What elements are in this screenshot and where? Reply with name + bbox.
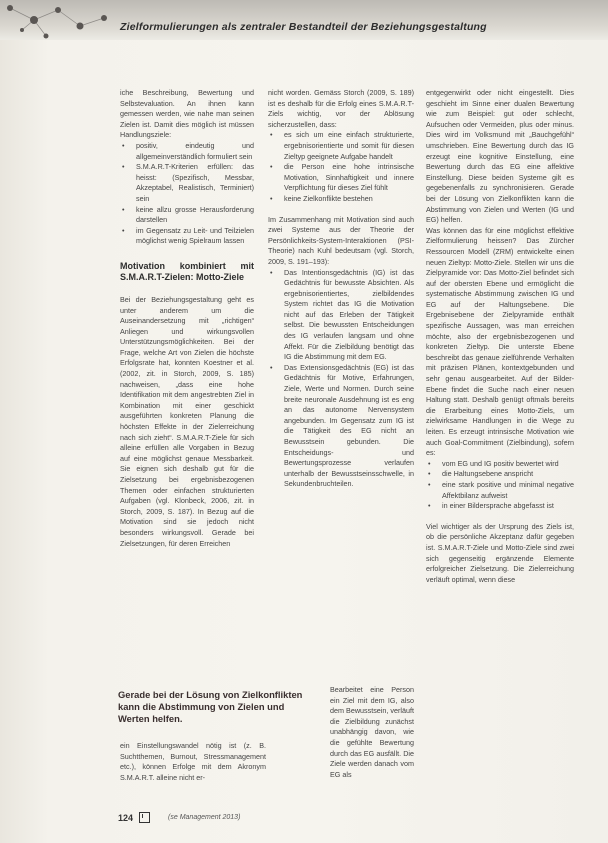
col1-bullet-list: [120, 141, 254, 247]
list-item: • positiv, eindeutig und allgemeinverständlich formuliert sein: [120, 141, 254, 162]
col1-intro: iche Beschreibung, Bewertung und Selbstevaluation. An ihnen kann gemessen werden, wie nahe man seinen Zielen ist. Damit dies möglich ist müssen Handlungsziele:: [120, 88, 254, 140]
page-number: 124: [118, 812, 134, 823]
column-2: [268, 88, 414, 490]
col3-text-3: Viel wichtiger als der Ursprung des Ziels ist, ob die persönliche Akzeptanz dafür gegeben ist. S.M.A.R.T-Ziele und Motto-Ziele sind zwei sich gegenseitig ergänzende Elemente erfolgreicher Zielsetzung. Die Zielerreichung verläuft optimal, wenn diese: [426, 521, 574, 584]
col3-text-1: entgegenwirkt oder nicht eingestellt. Dies geschieht im Sinne einer dualen Bewertung wie zum Beispiel: gut oder schlecht, Aufsuchen oder Vermeiden, plus oder minus. Dies wird im Volksmund mit „Bauchgefühl“ umschrieben. Eine Bewertung durch das IG erzeugt eine kognitive Einstellung, eine Bewertung durch das EG eine affektive Einstellung. Diese beiden Systeme gilt es gegebenenfalls zu synchronisieren. Gerade bei der Lösung von Zielkonflikten kann die Abstimmung von Zielen und Werten (IG und EG) helfen.: [426, 88, 574, 225]
list-item: • S.M.A.R.T-Kriterien erfüllen: das heisst: (Spezifisch, Messbar, Akzeptabel, Realistisch, Terminiert) sein: [120, 162, 254, 204]
column-1: [120, 88, 254, 549]
pull-quote-side-text: Bearbeitet eine Person ein Ziel mit dem IG, also dem Bewusstsein, verläuft die Zielbildung zunächst unabhängig davon, wie die gefühlte Bewertung durch das EG ausfällt. Die Ziele werden danach vom EG als: [330, 685, 414, 779]
list-item: • eine stark positive und minimal negative Affektbilanz aufweist: [426, 480, 574, 501]
list-item: • keine Zielkonflikte bestehen: [268, 194, 414, 205]
list-item: • keine allzu grosse Herausforderung darstellen: [120, 205, 254, 226]
source-citation: (se Management 2013): [168, 814, 241, 821]
col2-bullet-list: [268, 130, 414, 204]
col2-paragraph: Im Zusammenhang mit Motivation sind auch zwei Systeme aus der Theorie der Persönlichkeits-System-Interaktionen (PSI-Theorie) nach Kuhl bedeutsam (vgl. Storch, 2009, S. 191–193):: [268, 214, 414, 266]
col3-text-2: Was können das für eine möglichst effektive Zielformulierung heissen? Das Zürcher Ressourcen Modell (ZRM) entwickelte einen neuen Zieltyp: Motto-Ziele. Stellen wir uns die Zielpyramide vor: Das Motto-Ziel befindet sich auf der obersten Ebene und ermöglicht die systematische Abstimmung zwischen IG und EG auf der Haltungsebene. Die Ergebnisebene der Zielpyramide enthält spezifische Aussagen, was man erreichen möchte, also der ergebnisbezogenen und konkreten Zieltyp. Die unterste Ebene beschreibt das genaue zielführende Verhalten mit präzisen Plänen, kontextgebunden und sehr genau ausgearbeitet. Auf der Bilder-Ebene findet die Suche nach einer neuen Haltung statt. Deshalb genügt oftmals bereits die Erarbeitung eines Motto-Ziels, um zielwirksame Handlungen in die Wege zu leiten. Es erzeugt intrinsische Motivation wie auch Goal-Commitment (Zielbindung), sofern es:: [426, 225, 574, 458]
list-item: • die Person eine hohe intrinsische Motivation, Sinnhaftigkeit und innere Verpflichtung für dieses Ziel fühlt: [268, 162, 414, 194]
list-item: • in einer Bildersprache abgefasst ist: [426, 501, 574, 512]
section-subheading: Motivation kombiniert mit S.M.A.R.T-Zielen: Motto-Ziele: [120, 260, 254, 282]
bottom-column-1-text: ein Einstellungswandel nötig ist (z. B. Suchtthemen, Burnout, Stressmanagement etc.), können Erfolge mit dem Akronym S.M.A.R.T. alleine nicht er-: [120, 741, 266, 782]
list-item: • im Gegensatz zu Leit- und Teilzielen möglichst wenig Spielraum lassen: [120, 226, 254, 247]
list-item: • die Haltungsebene anspricht: [426, 469, 574, 480]
list-item: • Das Extensionsgedächtnis (EG) ist das Gedächtnis für Motive, Erfahrungen, Ziele, Werte und Normen. Durch seine breite neuronale Ausdehnung ist es eng an das autonome Nervensystem angebunden. Im Gegensatz zum IG ist die Tätigkeit des EG nicht an Bewusstsein gebunden. Die Entscheidungs- und Bewertungsprozesse verlaufen unterhalb der Bewusstseinsschwelle, in Sekundenbruchteilen.: [268, 363, 414, 490]
header-title: Zielformulierungen als zentraler Bestandteil der Beziehungsgestaltung: [120, 21, 487, 33]
list-item: • vom EG und IG positiv bewertet wird: [426, 459, 574, 470]
magazine-logo-icon: [139, 812, 150, 823]
col3-bullet-list: [426, 459, 574, 512]
pull-quote: Gerade bei der Lösung von Zielkonflikten kann die Abstimmung von Zielen und Werten helfen.: [118, 689, 303, 724]
molecule-graphic-icon: [0, 0, 120, 44]
col2-memory-list: [268, 268, 414, 490]
column-3: [426, 88, 574, 585]
col1-body: Bei der Beziehungsgestaltung geht es unter anderem um die Auseinandersetzung mit „richtigen“ Anliegen und wirkungsvollen Unterstützungsmöglichkeiten. Bei der Frage, welche Art von Zielen die höchste Erfolgsrate hat, konnten Koestner et al. (2002, zit. in Storch, 2009, S. 185) nachweisen, „dass eine hohe Identifikation mit dem angestrebten Ziel in Kombination mit einer geschickt ausgeführten konkreten Planung die höchsten Effekte in der Zielerreichung nach sich zieht“. S.M.A.R.T-Ziele für sich alleine erfüllen alle Vorgaben in Bezug auf eine möglichst genaue Messbarkeit. Sie eignen sich deshalb gut für die Zielsetzung bei ergebnisbezogenen Themen oder einfachen strukturierten Aufgaben (vgl. Klonbeck, 2006, zit. in Storch, 2009, S. 187). In Bezug auf die Motivation sind sie jedoch nicht besonders wirkungsvoll. Gerade bei Zielsetzungen, für deren Erreichen: [120, 294, 254, 548]
col2-intro: nicht worden. Gemäss Storch (2009, S. 189) ist es deshalb für die Erfolg eines S.M.A.R.T-Ziels wichtig, vor der Ablösung sicherzustellen, dass:: [268, 88, 414, 129]
footer: [118, 812, 240, 823]
list-item: • es sich um eine einfach strukturierte, ergebnisorientierte und somit für diesen Zieltyp geeignete Aufgabe handelt: [268, 130, 414, 162]
list-item: • Das Intentionsgedächtnis (IG) ist das Gedächtnis für bewusste Absichten. Als ergebnisorientiertes, zielbildendes System richtet das IG die Motivation nicht auf das Erleben der Tätigkeit selbst. Die bewussten Entscheidungen des IG verlaufen langsam und ohne Affekt. Für die Zielbildung benötigt das IG die Abstimmung mit dem EG.: [268, 268, 414, 363]
